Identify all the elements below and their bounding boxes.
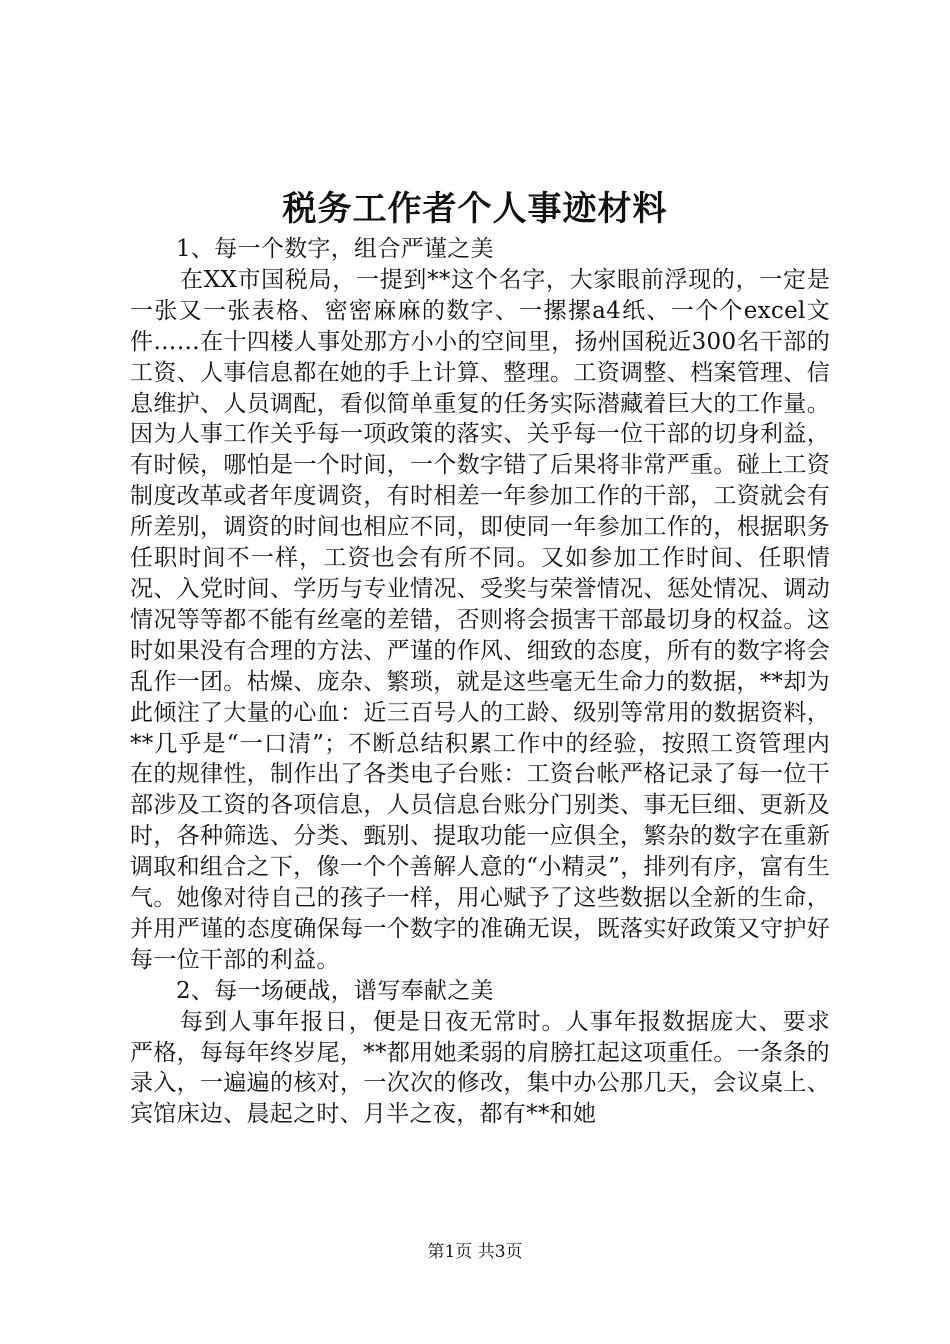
section-heading-1: 1、每一个数字，组合严谨之美 [176,236,494,262]
section-heading-2: 2、每一场硬战，谱写奉献之美 [176,977,494,1004]
document-body [130,234,830,1130]
document-title: 税务工作者个人事迹材料 [282,189,668,229]
page-footer: 第1页 共3页 [427,1242,523,1262]
section-paragraph-1: 在XX市国税局，一提到**这个名字，大家眼前浮现的，一定是一张又一张表格、密密麻麻的数字、一摞摞a4纸、一个个excel文件……在十四楼人事处那方小小的空间里，扬州国税近300名干部的工资、人事信息都在她的手上计算、整理。工资调整、档案管理、信息维护、人员调配，看似简单重复的任务实际潜藏着巨大的工作量。因为人事工作关乎每一项政策的落实、关乎每一位干部的切身利益，有时候，哪怕是一个时间，一个数字错了后果将非常严重。碰上工资制度改革或者年度调资，有时相差一年参加工作的干部，工资就会有所差别，调资的时间也相应不同，即使同一年参加工作的，根据职务任职时间不一样，工资也会有所不同。又如参加工作时间、任职情况、入党时间、学历与专业情况、受奖与荣誉情况、惩处情况、调动情况等等都不能有丝毫的差错，否则将会损害干部最切身的权益。这时如果没有合理的方法、严谨的作风、细致的态度，所有的数字将会乱作一团。枯燥、庞杂、繁琐，就是这些毫无生命力的数据，**却为此倾注了大量的心血：近三百号人的工龄、级别等常用的数据资料，**几乎是“一口清”；不断总结积累工作中的经验，按照工资管理内在的规律性，制作出了各类电子台账：工资台帐严格记录了每一位干部涉及工资的各项信息，人员信息台账分门别类、事无巨细、更新及时，各种筛选、分类、甄别、提取功能一应俱全，繁杂的数字在重新调取和组合之下，像一个个善解人意的“小精灵”，排列有序，富有生气。她像对待自己的孩子一样，用心赋予了这些数据以全新的生命，并用严谨的态度确保每一个数字的准确无误，既落实好政策又守护好每一位干部的利益。 [130,266,830,973]
section-paragraph-2: 每到人事年报日，便是日夜无常时。人事年报数据庞大、要求严格，每每年终岁尾，**都用她柔弱的肩膀扛起这项重任。一条条的录入，一遍遍的核对，一次次的修改，集中办公那几天，会议桌上、宾馆床边、晨起之时、月半之夜，都有**和她 [130,1008,830,1128]
